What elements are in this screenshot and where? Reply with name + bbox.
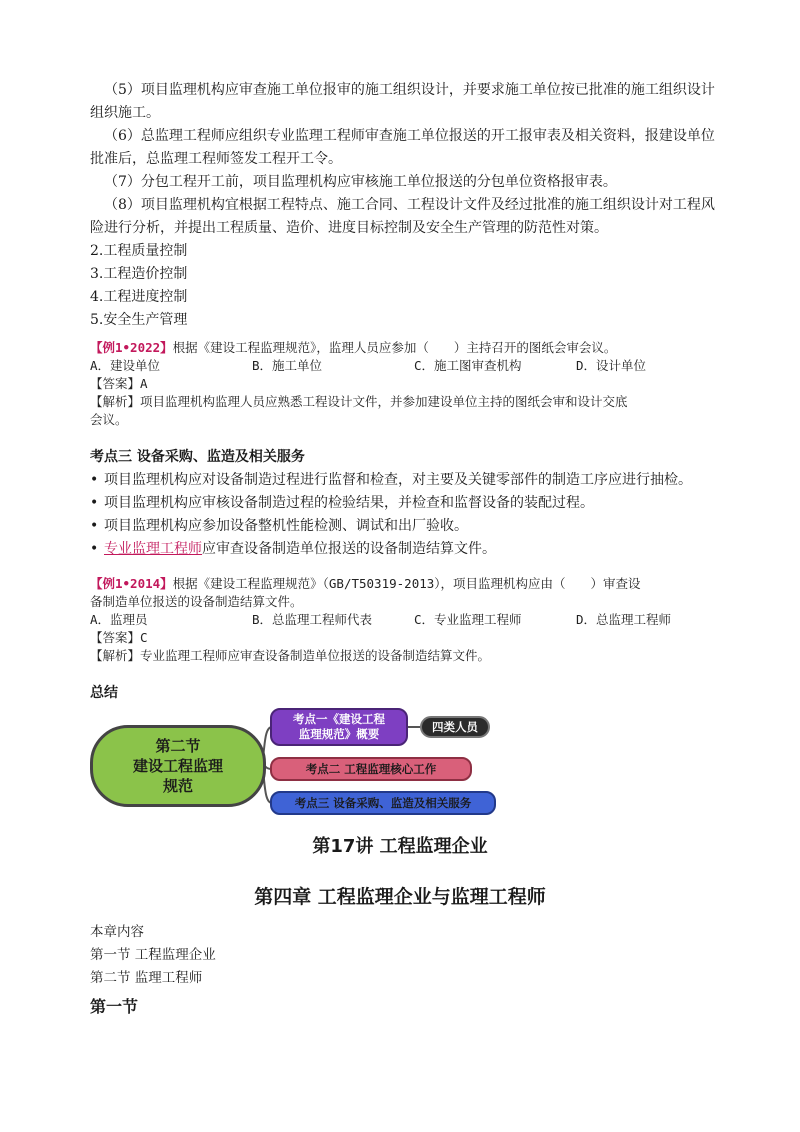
bullet-dot: • — [90, 472, 99, 488]
section-1-heading: 第一节 — [90, 997, 139, 1016]
chapter-title: 第四章 工程监理企业与监理工程师 — [254, 886, 546, 908]
mindmap-node-topic-1 — [270, 708, 408, 746]
mindmap-node-four-personnel: 四类人员 — [420, 716, 490, 738]
paragraph-7: （7）分包工程开工前，项目监理机构应审核施工单位报送的分包单位资格报审表。 — [104, 174, 617, 190]
example-1-option-a: A．建设单位 — [90, 358, 161, 373]
paragraph-5-line1: （5）项目监理机构应审查施工单位报审的施工组织设计，并要求施工单位按已批准的施工组织设计 — [104, 82, 715, 98]
list-item-4: 4.工程进度控制 — [90, 289, 188, 305]
list-item-2: 2.工程质量控制 — [90, 243, 188, 259]
bullet-text: 项目监理机构应对设备制造过程进行监督和检查，对主要及关键零部件的制造工序应进行抽检。 — [104, 472, 692, 488]
paragraph-5-line2: 组织施工。 — [90, 105, 160, 121]
example-1-option-d: D．设计单位 — [576, 358, 647, 373]
bullet-dot: • — [90, 518, 99, 534]
bullet-text: 项目监理机构应参加设备整机性能检测、调试和出厂验收。 — [104, 518, 468, 534]
paragraph-6-line2: 批准后，总监理工程师签发工程开工令。 — [90, 151, 342, 167]
list-item-5: 5.安全生产管理 — [90, 312, 188, 328]
example-1-option-b: B．施工单位 — [252, 358, 323, 373]
mindmap-root-line2: 建设工程监理 — [132, 757, 223, 775]
lecture-title: 第17讲 工程监理企业 — [312, 836, 488, 857]
example-1-tag: 【例1•2022】 — [90, 340, 173, 355]
example-2-answer: 【答案】C — [90, 630, 148, 645]
mindmap-node-topic-1-line1: 考点一《建设工程 — [293, 712, 385, 726]
paragraph-6-line1: （6）总监理工程师应组织专业监理工程师审查施工单位报送的开工报审表及相关资料，报建设单位 — [104, 128, 715, 144]
bullet-dot: • — [90, 541, 99, 557]
example-1-option-c: C．施工图审查机构 — [414, 358, 522, 373]
chapter-contents-label: 本章内容 — [90, 924, 144, 940]
example-2-tag: 【例1•2014】 — [90, 576, 173, 591]
section-3-heading: 考点三 设备采购、监造及相关服务 — [90, 449, 305, 465]
chapter-contents-item-1: 第一节 工程监理企业 — [90, 947, 216, 963]
mindmap-root-line3: 规范 — [162, 777, 193, 795]
example-2-question-line2: 备制造单位报送的设备制造结算文件。 — [90, 594, 303, 609]
bullet-text: 应审查设备制造单位报送的设备制造结算文件。 — [202, 541, 496, 557]
example-1-analysis-line1: 【解析】项目监理机构监理人员应熟悉工程设计文件，并参加建设单位主持的图纸会审和设计交底 — [90, 394, 628, 409]
example-1-analysis-line2: 会议。 — [90, 412, 128, 427]
paragraph-8-line2: 险进行分析，并提出工程质量、造价、进度目标控制及安全生产管理的防范性对策。 — [90, 220, 608, 236]
example-1-answer: 【答案】A — [90, 376, 148, 391]
example-1-question-text: 根据《建设工程监理规范》，监理人员应参加（ ）主持召开的图纸会审会议。 — [172, 340, 617, 355]
professional-engineer-link[interactable]: 专业监理工程师 — [104, 541, 202, 557]
example-2-option-a: A．监理员 — [90, 612, 148, 627]
example-2-option-b: B．总监理工程师代表 — [252, 612, 373, 627]
example-2-option-d: D．总监理工程师 — [576, 612, 672, 627]
mindmap-node-topic-3: 考点三 设备采购、监造及相关服务 — [270, 791, 496, 815]
summary-label: 总结 — [90, 685, 118, 701]
mindmap-root-line1: 第二节 — [155, 737, 201, 755]
bullet-dot: • — [90, 495, 99, 511]
paragraph-8-line1: （8）项目监理机构宜根据工程特点、施工合同、工程设计文件及经过批准的施工组织设计对工程风 — [104, 197, 715, 213]
example-2-option-c: C．专业监理工程师 — [414, 612, 522, 627]
mindmap-root-node — [90, 725, 266, 807]
mindmap-node-topic-1-line2: 监理规范》概要 — [298, 727, 380, 741]
example-2-question-text: 根据《建设工程监理规范》（GB/T50319-2013），项目监理机构应由（ ）审查设 — [172, 576, 641, 591]
mindmap-node-topic-2: 考点二 工程监理核心工作 — [270, 757, 472, 781]
bullet-text: 项目监理机构应审核设备制造过程的检验结果，并检查和监督设备的装配过程。 — [104, 495, 594, 511]
example-2-analysis: 【解析】专业监理工程师应审查设备制造单位报送的设备制造结算文件。 — [90, 648, 491, 663]
list-item-3: 3.工程造价控制 — [90, 266, 188, 282]
chapter-contents-item-2: 第二节 监理工程师 — [90, 970, 203, 986]
